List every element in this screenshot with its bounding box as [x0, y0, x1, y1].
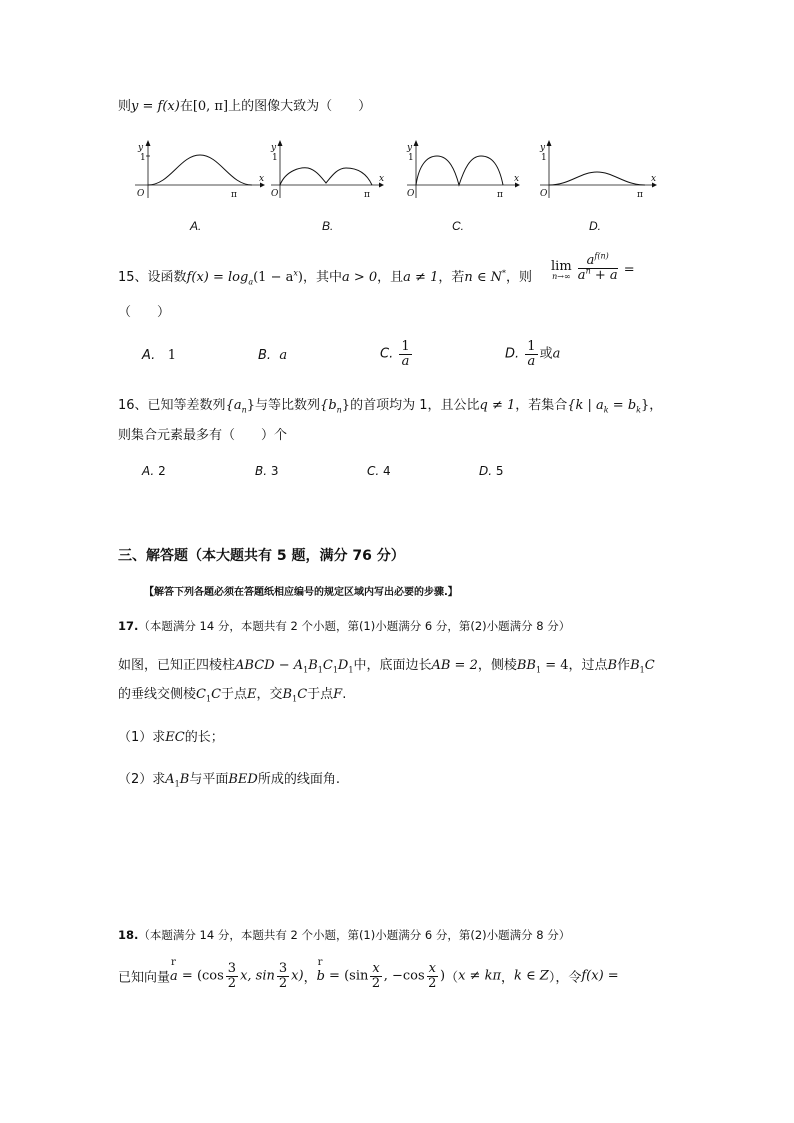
q16-set-mid: = b	[608, 398, 637, 413]
origin-label: O	[407, 189, 415, 199]
q15-stem	[118, 266, 532, 285]
q17-text: 如图，已知正四棱柱	[118, 658, 236, 673]
q18-frac-3	[370, 962, 381, 990]
q17-text: ，过点	[568, 658, 608, 673]
q14-stem-mid: 在	[179, 99, 193, 114]
q16-set-sub2: k	[636, 405, 641, 415]
q15-option-c[interactable]	[380, 340, 414, 368]
option-value: 4	[383, 464, 391, 478]
q15-frac-den-sup: n	[585, 266, 591, 276]
q15-text: ，则	[506, 270, 533, 285]
q16-set-close: }	[641, 398, 650, 413]
q16-seq1-sub: n	[241, 405, 247, 415]
option-label: C.	[380, 346, 394, 362]
q18-vec-a-end: x)	[291, 968, 304, 984]
frac-num: 1	[401, 339, 410, 354]
q18-text: ，	[501, 970, 515, 986]
option-label: B.	[258, 348, 272, 363]
q18-frac-2	[277, 962, 289, 990]
origin-label: O	[137, 189, 145, 199]
q17-text: 作	[617, 658, 631, 673]
q15-number: 15、	[118, 270, 148, 285]
q17-number: 17.	[118, 619, 139, 633]
q17-ec: EC	[165, 730, 185, 745]
q15-func-base: a	[248, 277, 254, 287]
option-label: D.	[479, 464, 493, 478]
q15-cond2: a ≠ 1	[403, 270, 439, 285]
q17-bed: BED	[228, 772, 258, 787]
pi-label: π	[231, 190, 237, 200]
frac-den: a	[527, 353, 536, 369]
frac-den: a	[401, 353, 410, 369]
q17-text: 于点	[221, 687, 248, 702]
option-fraction	[525, 340, 537, 368]
q17-text: （1）求	[118, 730, 166, 745]
option-value: 3	[270, 464, 279, 478]
vec-a-symbol: a	[170, 968, 178, 984]
x-label: x	[514, 174, 520, 184]
q15-func-arg: (1 − a	[253, 270, 294, 285]
q16-option-c[interactable]	[367, 464, 391, 478]
y-label: y	[407, 143, 413, 153]
q15-cond3-sup: *	[502, 268, 507, 278]
frac-den: 2	[371, 975, 381, 991]
q15-text: 设函数	[147, 270, 187, 285]
q14-option-c-label[interactable]: C.	[452, 219, 464, 233]
frac-den: 2	[227, 975, 237, 991]
q18-f-def: f(x) =	[581, 968, 619, 984]
q17-ab: AB = 2	[431, 658, 478, 673]
frac-den: 2	[278, 975, 288, 991]
q14-option-d-label[interactable]: D.	[589, 219, 601, 233]
q17-point-b: B	[607, 658, 618, 673]
q15-eq: =	[623, 262, 635, 278]
q16-text: 与等比数列	[255, 398, 321, 413]
q14-stem-interval: [0, π]	[192, 99, 229, 114]
q18-vec-b-val: = (sin	[324, 968, 369, 984]
q16-text: 的首项均为 1，且公比	[350, 398, 480, 413]
q17-text: ，交	[256, 687, 283, 702]
q18-header	[118, 927, 570, 943]
q18-line1	[118, 956, 619, 991]
option-label: B.	[255, 464, 268, 478]
q17-line1: 如图，已知正四棱柱ABCD − $A_1B_1C_1D_1$中，底面边长AB = 2，侧棱$BB_1 = 4$，过点B作$B_1C$	[118, 658, 655, 675]
q15-func-arg-sup: x	[293, 268, 298, 278]
q18-vec-a-mid: x, sin	[240, 968, 275, 984]
y-tick: 1	[140, 153, 146, 163]
q18-text: 已知向量	[118, 970, 171, 986]
q17-header-text: （本题满分 14 分，本题共有 2 个小题，第(1)小题满分 6 分，第(2)小题满分 8 分）	[138, 619, 571, 633]
q16-seq1-close: }	[246, 398, 256, 413]
q15-cond1: a > 0	[341, 270, 378, 285]
q16-seq2: {b	[320, 398, 337, 413]
option-fraction	[399, 340, 411, 368]
y-axis-arrow-icon	[547, 140, 552, 146]
q18-text: （	[445, 970, 459, 986]
pi-label: π	[637, 190, 643, 200]
q15-fraction	[577, 251, 618, 283]
frac-num: 3	[278, 961, 288, 976]
vec-b-symbol: b	[316, 968, 325, 984]
q18-vec-a-val: = (cos	[177, 968, 224, 984]
section3-title: 三、解答题（本大题共有 5 题，满分 76 分）	[118, 548, 405, 564]
y-label: y	[540, 143, 546, 153]
frac-num: x	[372, 961, 380, 976]
option-or: 或	[539, 346, 553, 362]
q18-frac-4	[427, 962, 438, 990]
q15-lim-sub: n→∞	[552, 271, 571, 281]
option-value: 2	[158, 464, 166, 478]
q14-graph-a	[135, 140, 265, 202]
q18-text: ，令	[555, 970, 582, 986]
q18-text: ，	[303, 970, 317, 986]
y-label: y	[271, 143, 277, 153]
q18-cond2: k ∈ Z	[514, 968, 549, 984]
q15-frac-num: a	[586, 253, 595, 268]
q17-point-e: E	[247, 687, 257, 702]
q15-limit	[551, 251, 635, 283]
q17-bb: BB	[516, 658, 536, 673]
q17-prism: ABCD − A	[235, 658, 304, 673]
q14-graph-b	[271, 140, 386, 202]
q15-frac-den-tail: + a	[590, 267, 618, 283]
q18-number: 18.	[118, 928, 139, 942]
q16-text: 已知等差数列	[147, 398, 226, 413]
option-value: 5	[495, 464, 504, 478]
q17-text: 于点	[307, 687, 334, 702]
y-axis-arrow-icon	[414, 140, 419, 146]
frac-num: x	[428, 961, 436, 976]
q17-text: 的长；	[184, 730, 224, 745]
q16-seq1: {a	[225, 398, 242, 413]
q16-text: ，若集合	[515, 398, 568, 413]
curve	[148, 155, 252, 185]
frac-num: 1	[527, 339, 536, 354]
q15-option-a[interactable]	[142, 348, 176, 363]
q15-frac-den: a	[577, 267, 586, 283]
q16-cond: q ≠ 1	[479, 398, 516, 413]
origin-label: O	[271, 189, 279, 199]
section3-note: 【解答下列各题必须在答题纸相应编号的规定区域内写出必要的步骤.】	[144, 587, 458, 598]
curve	[416, 156, 503, 185]
q17-line2: 的垂线交侧棱$C_1C$于点E，交$B_1C$于点F.	[118, 687, 347, 704]
q18-vec-b-end: )	[439, 968, 446, 984]
q16-stem	[118, 394, 662, 413]
q15-cond3: n ∈ N	[464, 270, 503, 285]
q14-option-b-label[interactable]: B.	[322, 219, 334, 233]
y-label: y	[138, 143, 144, 153]
q18-header-text: （本题满分 14 分，本题共有 2 个小题，第(1)小题满分 6 分，第(2)小题满分 8 分）	[138, 928, 571, 942]
q15-option-b[interactable]	[258, 348, 287, 363]
option-label: D.	[505, 346, 520, 362]
q17-text: .	[342, 687, 347, 702]
q15-lim: lim	[551, 258, 572, 274]
q15-func-close: )	[297, 270, 303, 285]
option-label: C.	[367, 464, 380, 478]
q15-text: ，其中	[302, 270, 342, 285]
q17-bb-val: = 4	[541, 658, 569, 673]
q17-text: 的垂线交侧棱	[118, 687, 197, 702]
q14-graph-c	[407, 140, 522, 202]
q15-option-d[interactable]	[505, 340, 560, 368]
q17-a1b: A	[165, 772, 175, 787]
y-tick: 1	[541, 153, 547, 163]
q17-header	[118, 618, 570, 634]
q18-vec-b: r b	[316, 956, 325, 984]
q16-set-open: {k | a	[567, 398, 604, 413]
option-label: A.	[142, 348, 156, 363]
y-axis-arrow-icon	[146, 140, 151, 146]
q16-seq2-close: }	[341, 398, 351, 413]
option-label: A.	[142, 464, 155, 478]
q18-cond1: x ≠ kπ	[458, 968, 501, 984]
frac-den: 2	[428, 975, 437, 991]
frac-num: 3	[227, 961, 237, 976]
pi-label: π	[364, 190, 370, 200]
q17-text: 中，底面边长	[353, 658, 432, 673]
q15-text: ，若	[438, 270, 465, 285]
y-tick: 1	[272, 153, 278, 163]
q14-stem	[118, 95, 371, 114]
q17-part2: （2）求$A_1B$与平面BED所成的线面角.	[118, 772, 340, 789]
x-label: x	[651, 174, 657, 184]
q14-stem-prefix: 则	[118, 99, 132, 114]
y-tick: 1	[408, 153, 414, 163]
option-value: 1	[167, 348, 176, 363]
option-value: a	[279, 348, 288, 363]
q18-vec-a: r a	[170, 956, 178, 984]
q15-func: f(x) = log	[186, 270, 249, 285]
q18-vec-b-mid: , −cos	[383, 968, 425, 984]
q17-text: 所成的线面角.	[257, 772, 340, 787]
q14-stem-suffix: 上的图像大致为（ ）	[228, 99, 372, 114]
origin-label: O	[540, 189, 548, 199]
q16-option-b[interactable]	[255, 464, 279, 478]
q17-text: （2）求	[118, 772, 166, 787]
q17-part1	[118, 726, 224, 745]
q16-line2: 则集合元素最多有（ ）个	[118, 428, 288, 443]
q14-graph-d	[540, 140, 660, 202]
q18-text: ）	[548, 970, 556, 986]
curve	[280, 168, 372, 185]
q15-frac-num-sup: f(n)	[594, 251, 609, 261]
q15-blank: （ ）	[118, 305, 171, 320]
q17-point-f: F	[333, 687, 343, 702]
y-axis-arrow-icon	[278, 140, 283, 146]
q17-text: ，侧棱	[477, 658, 517, 673]
q14-option-a-label[interactable]: A.	[190, 219, 202, 233]
x-label: x	[379, 174, 385, 184]
q15-text: ，且	[377, 270, 404, 285]
q16-option-d[interactable]	[479, 464, 504, 478]
q16-text: ，	[649, 398, 663, 413]
q17-text: 与平面	[189, 772, 229, 787]
q16-option-a[interactable]	[142, 464, 166, 478]
x-label: x	[259, 174, 265, 184]
q18-frac-1	[226, 962, 238, 990]
q16-set-sub1: k	[603, 405, 609, 415]
option-tail: a	[552, 346, 561, 362]
q14-stem-func: y = f(x)	[131, 99, 180, 114]
pi-label: π	[497, 190, 503, 200]
q16-number: 16、	[118, 398, 148, 413]
q16-seq2-sub: n	[336, 405, 342, 415]
curve	[549, 172, 645, 185]
